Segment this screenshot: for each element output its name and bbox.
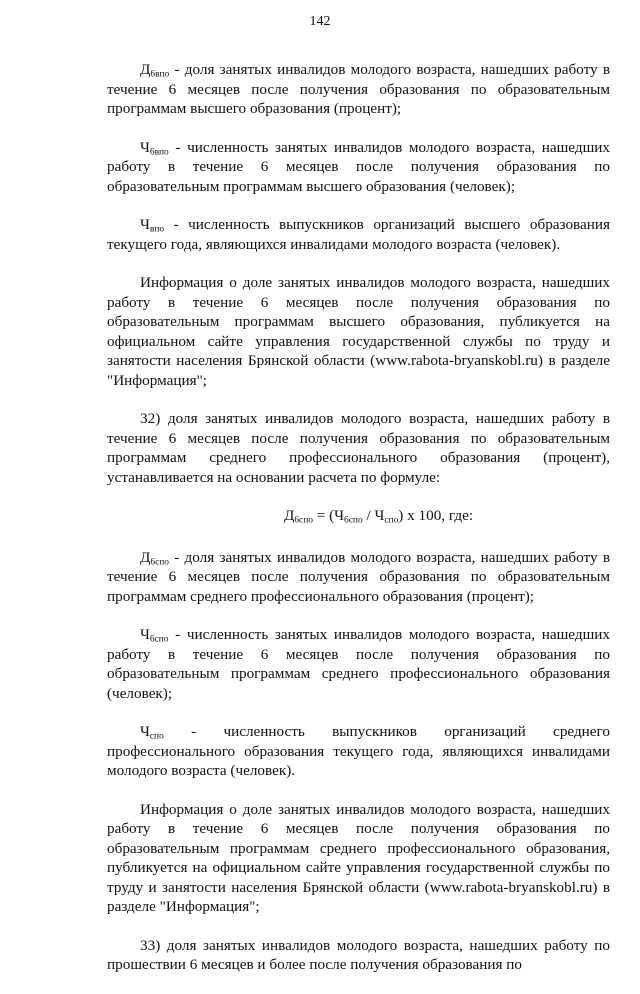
page-number: 142	[309, 14, 331, 29]
formula: $Д_{6спо} = (Ч_{6спо} / Ч_{спо})$ x 100, где:	[283, 507, 474, 526]
definition-ch6vpo: $Ч_{6впо}$ - численность занятых инвалидов молодого возраста, нашедших работу в течение 6 месяцев после получения образования по образовательным программам высшего образования (человек);	[107, 138, 610, 195]
definition-chvpo: $Ч_{впо}$ - численность выпускников организаций высшего образования текущего года, являющихся инвалидами молодого возраста (человек).	[107, 216, 610, 253]
definition-d6spo: $Д_{6спо}$ - доля занятых инвалидов молодого возраста, нашедших работу в течение 6 месяцев после получения образования по образовательным программам среднего профессионального образования (процент);	[107, 548, 610, 605]
definition-chspo: $Ч_{спо}$ - численность выпускников организаций среднего профессионального образования текущего года, являющихся инвалидами молодого возраста (человек).	[107, 723, 610, 779]
definition-ch6spo: $Ч_{6спо}$ - численность занятых инвалидов молодого возраста, нашедших работу в течение 6 месяцев после получения образования по образовательным программам среднего профессионального образования (человек);	[107, 626, 610, 702]
document-body	[107, 60, 610, 994]
info-paragraph-vpo: Информация о доле занятых инвалидов молодого возраста, нашедших работу в течение 6 месяцев после получения образования по образовательным программам высшего образования, публикуется на официальном сайте управления государственной службы по труду и занятости населения Брянской области (www.rabota-bryanskobl.ru) в разделе "Информация";	[107, 274, 610, 389]
info-paragraph-spo: Информация о доле занятых инвалидов молодого возраста, нашедших работу в течение 6 месяцев после получения образования по образовательным программам среднего профессионального образования, публикуется на официальном сайте управления государственной службы по труду и занятости населения Брянской области (www.rabota-bryanskobl.ru) в разделе "Информация";	[107, 800, 610, 915]
definition-d6vpo: $Д_{6впо}$ - доля занятых инвалидов молодого возраста, нашедших работу в течение 6 месяцев после получения образования по образовательным программам высшего образования (процент);	[107, 61, 610, 117]
item-32-paragraph: 32) доля занятых инвалидов молодого возраста, нашедших работу в течение 6 месяцев после получения образования по образовательным программам среднего профессионального образования (процент), устанавливается на основании расчета по формуле:	[107, 410, 610, 486]
item-33-paragraph: 33) доля занятых инвалидов молодого возраста, нашедших работу по прошествии 6 месяцев и более после получения образования по	[107, 936, 610, 973]
